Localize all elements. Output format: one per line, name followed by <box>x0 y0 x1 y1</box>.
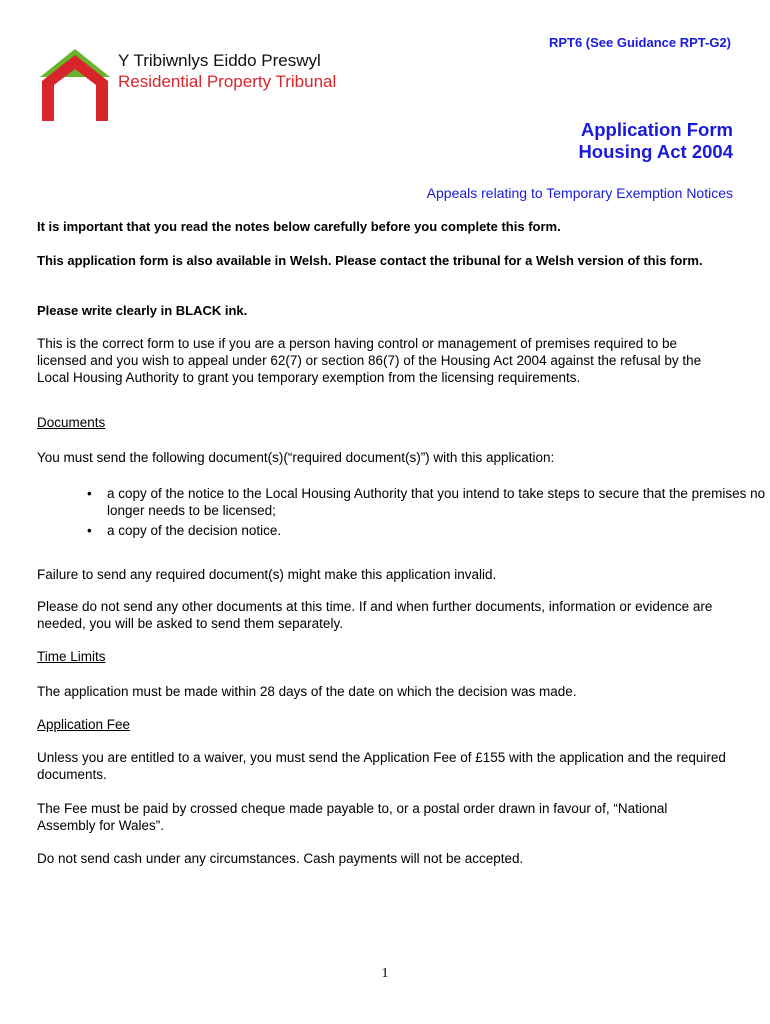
fee-cash: Do not send cash under any circumstances. Cash payments will not be accepted. <box>37 851 524 866</box>
list-item: • a copy of the notice to the Local Housing Authority that you intend to take steps to secure that the premises no longer needs to be licensed; <box>107 485 770 519</box>
form-title <box>578 119 733 163</box>
form-subtitle: Appeals relating to Temporary Exemption Notices <box>426 185 733 201</box>
documents-heading: Documents <box>37 415 106 430</box>
form-reference: RPT6 (See Guidance RPT-G2) <box>548 35 731 50</box>
page-number: 1 <box>381 966 389 981</box>
welsh-version-notice: This application form is also available in Welsh. Please contact the tribunal for a Welsh version of this form. <box>37 253 703 268</box>
black-ink-notice: Please write clearly in BLACK ink. <box>37 303 248 318</box>
read-notes-notice: It is important that you read the notes below carefully before you complete this form. <box>37 219 561 234</box>
fee-waiver: Unless you are entitled to a waiver, you must send the Application Fee of £155 with the application and the required documents. <box>37 750 726 782</box>
logo-english-name: Residential Property Tribunal <box>118 72 337 91</box>
logo-welsh-name: Y Tribiwnlys Eiddo Preswyl <box>118 51 321 70</box>
form-title-line2: Housing Act 2004 <box>578 141 733 162</box>
list-item: • a copy of the decision notice. <box>107 522 770 539</box>
documents-lead: You must send the following document(s)(“required document(s)”) with this application: <box>37 450 555 465</box>
documents-failure: Failure to send any required document(s) might make this application invalid. <box>37 567 497 582</box>
documents-list <box>37 485 770 542</box>
time-limits-text: The application must be made within 28 days of the date on which the decision was made. <box>37 684 577 699</box>
documents-other: Please do not send any other documents at this time. If and when further documents, information or evidence are needed, you will be asked to send them separately. <box>37 599 713 631</box>
form-title-line1: Application Form <box>580 119 733 140</box>
fee-payment: The Fee must be paid by crossed cheque made payable to, or a postal order drawn in favour of, “National Assembly for Wales”. <box>37 801 668 833</box>
tribunal-logo <box>40 47 370 122</box>
house-logo-icon <box>40 47 116 121</box>
fee-heading: Application Fee <box>37 717 131 732</box>
time-limits-heading: Time Limits <box>37 649 106 664</box>
intro-paragraph: This is the correct form to use if you are a person having control or management of premises required to be licensed and you wish to appeal under 62(7) or section 86(7) of the Housing Act 2004 against the refusal by the Local Housing Authority to grant you temporary exemption from the licensing requirements. <box>37 336 702 385</box>
